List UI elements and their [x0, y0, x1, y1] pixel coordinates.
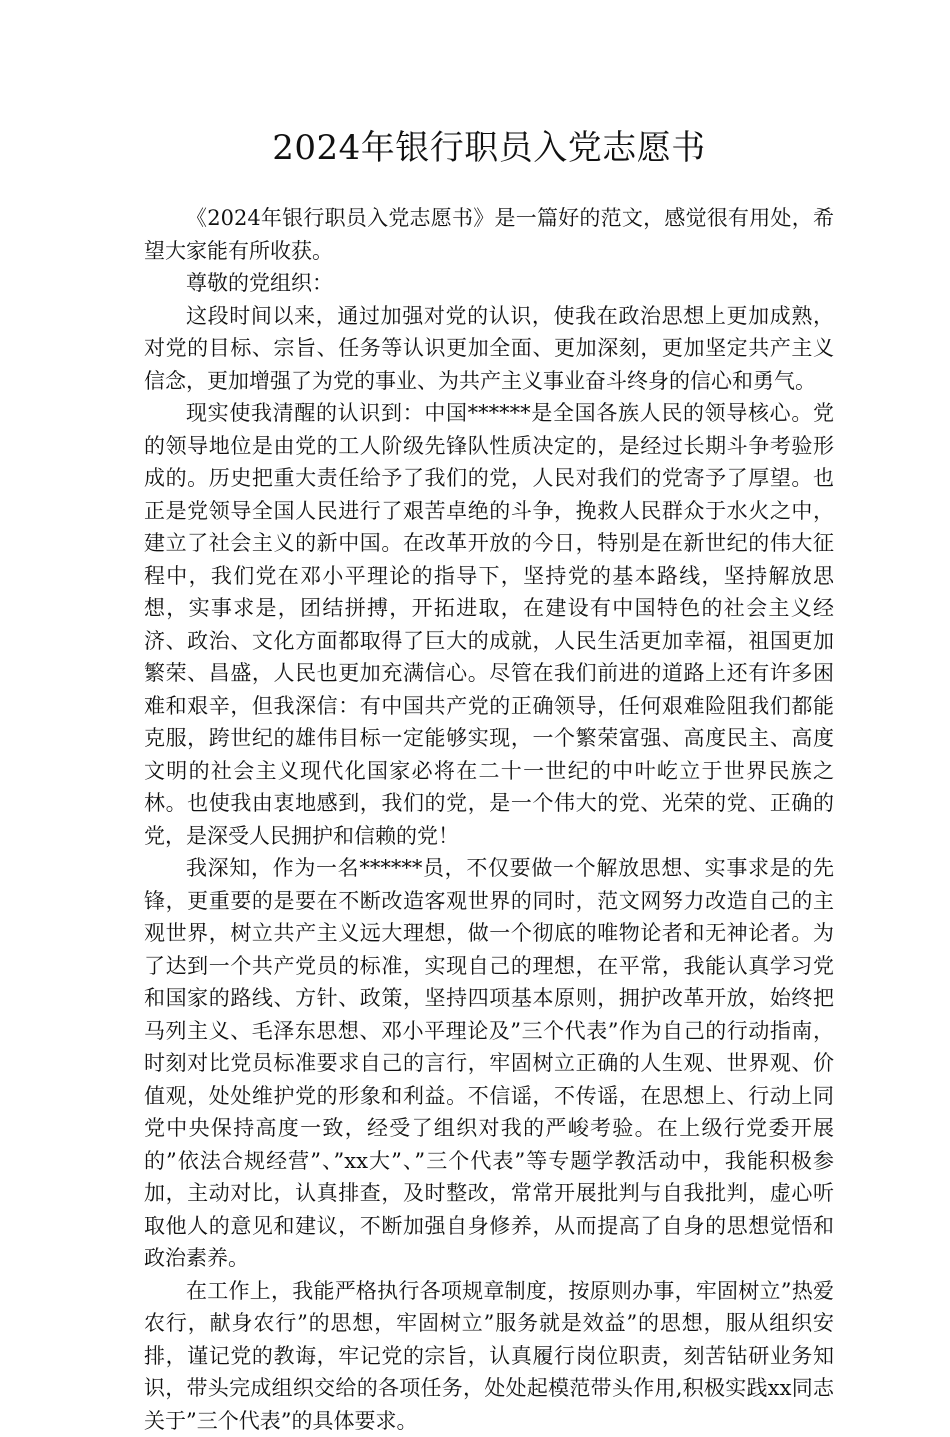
- document-page: [144, 126, 834, 1437]
- document-title: 2024年银行职员入党志愿书: [144, 126, 834, 170]
- salutation: 尊敬的党组织：: [144, 267, 834, 300]
- body-paragraph: 这段时间以来，通过加强对党的认识，使我在政治思想上更加成熟，对党的目标、宗旨、任务等认识更加全面、更加深刻，更加坚定共产主义信念，更加增强了为党的事业、为共产主义事业奋斗终身的信心和勇气。: [144, 300, 834, 398]
- intro-paragraph: 《2024年银行职员入党志愿书》是一篇好的范文，感觉很有用处，希望大家能有所收获。: [144, 202, 834, 267]
- body-paragraph: 现实使我清醒的认识到：中国******是全国各族人民的领导核心。党的领导地位是由党的工人阶级先锋队性质决定的，是经过长期斗争考验形成的。历史把重大责任给予了我们的党，人民对我们的党寄予了厚望。也正是党领导全国人民进行了艰苦卓绝的斗争，挽救人民群众于水火之中，建立了社会主义的新中国。在改革开放的今日，特别是在新世纪的伟大征程中，我们党在邓小平理论的指导下，坚持党的基本路线，坚持解放思想，实事求是，团结拼搏，开拓进取，在建设有中国特色的社会主义经济、政治、文化方面都取得了巨大的成就，人民生活更加幸福，祖国更加繁荣、昌盛，人民也更加充满信心。尽管在我们前进的道路上还有许多困难和艰辛，但我深信：有中国共产党的正确领导，任何艰难险阻我们都能克服，跨世纪的雄伟目标一定能够实现，一个繁荣富强、高度民主、高度文明的社会主义现代化国家必将在二十一世纪的中叶屹立于世界民族之林。也使我由衷地感到，我们的党，是一个伟大的党、光荣的党、正确的党，是深受人民拥护和信赖的党！: [144, 397, 834, 852]
- body-paragraph: 在工作上，我能严格执行各项规章制度，按原则办事，牢固树立”热爱农行，献身农行”的思想，牢固树立”服务就是效益”的思想，服从组织安排，谨记党的教诲，牢记党的宗旨，认真履行岗位职责，刻苦钻研业务知识，带头完成组织交给的各项任务，处处起模范带头作用,积极实践xx同志关于”三个代表”的具体要求。: [144, 1275, 834, 1437]
- body-paragraph: 我深知，作为一名******员，不仅要做一个解放思想、实事求是的先锋，更重要的是要在不断改造客观世界的同时，范文网努力改造自己的主观世界，树立共产主义远大理想，做一个彻底的唯物论者和无神论者。为了达到一个共产党员的标准，实现自己的理想，在平常，我能认真学习党和国家的路线、方针、政策，坚持四项基本原则，拥护改革开放，始终把马列主义、毛泽东思想、邓小平理论及”三个代表”作为自己的行动指南，时刻对比党员标准要求自己的言行，牢固树立正确的人生观、世界观、价值观，处处维护党的形象和利益。不信谣，不传谣，在思想上、行动上同党中央保持高度一致，经受了组织对我的严峻考验。在上级行党委开展的”依法合规经营”、”xx大”、”三个代表”等专题学教活动中，我能积极参加，主动对比，认真排查，及时整改，常常开展批判与自我批判，虚心听取他人的意见和建议，不断加强自身修养，从而提高了自身的思想觉悟和政治素养。: [144, 852, 834, 1275]
